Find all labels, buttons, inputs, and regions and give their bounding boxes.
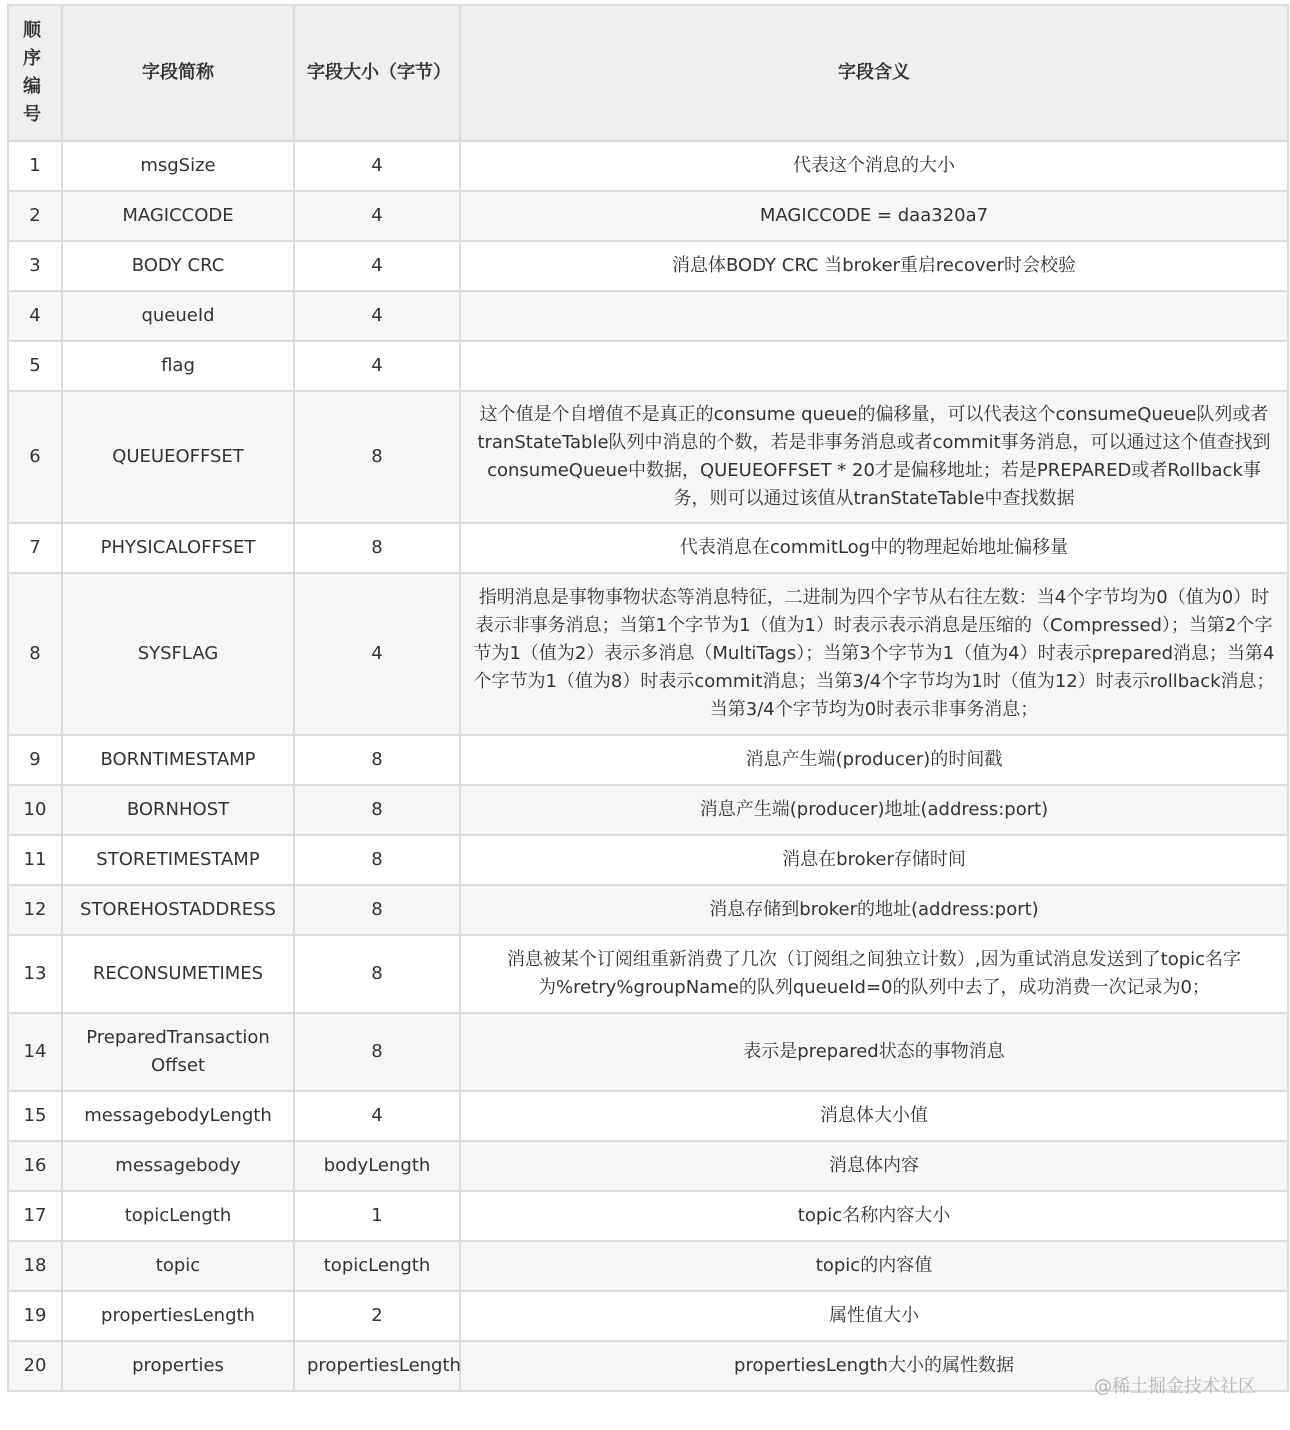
cell-field-meaning: 消息体内容 — [460, 1141, 1288, 1191]
table-row — [8, 523, 1288, 573]
cell-field-name: msgSize — [62, 141, 294, 191]
cell-field-meaning: 属性值大小 — [460, 1291, 1288, 1341]
cell-field-name: flag — [62, 341, 294, 391]
cell-sequence-number: 12 — [8, 885, 62, 935]
cell-sequence-number: 19 — [8, 1291, 62, 1341]
table-row — [8, 191, 1288, 241]
cell-field-size: 8 — [294, 935, 460, 1013]
table-row — [8, 341, 1288, 391]
cell-field-name: properties — [62, 1341, 294, 1391]
cell-sequence-number: 15 — [8, 1091, 62, 1141]
cell-field-meaning: 表示是prepared状态的事物消息 — [460, 1013, 1288, 1091]
cell-field-meaning: topic名称内容大小 — [460, 1191, 1288, 1241]
table-row — [8, 835, 1288, 885]
cell-field-name: PreparedTransaction Offset — [62, 1013, 294, 1091]
cell-field-meaning: 代表这个消息的大小 — [460, 141, 1288, 191]
cell-field-name: QUEUEOFFSET — [62, 391, 294, 523]
header-field-size: 字段大小（字节） — [294, 5, 460, 141]
cell-field-size: 8 — [294, 735, 460, 785]
cell-field-name: propertiesLength — [62, 1291, 294, 1341]
cell-field-size: 4 — [294, 573, 460, 735]
header-field-meaning: 字段含义 — [460, 5, 1288, 141]
cell-field-meaning: propertiesLength大小的属性数据 — [460, 1341, 1288, 1391]
cell-field-size: 8 — [294, 885, 460, 935]
cell-sequence-number: 7 — [8, 523, 62, 573]
table-row — [8, 785, 1288, 835]
cell-field-size: 4 — [294, 241, 460, 291]
table-row — [8, 1241, 1288, 1291]
table-row — [8, 935, 1288, 1013]
cell-field-size: 8 — [294, 523, 460, 573]
table-row — [8, 885, 1288, 935]
cell-sequence-number: 6 — [8, 391, 62, 523]
table-row — [8, 1141, 1288, 1191]
cell-field-name: BORNTIMESTAMP — [62, 735, 294, 785]
cell-sequence-number: 11 — [8, 835, 62, 885]
cell-sequence-number: 17 — [8, 1191, 62, 1241]
cell-sequence-number: 14 — [8, 1013, 62, 1091]
table-header-row — [8, 5, 1288, 141]
cell-field-size: 8 — [294, 785, 460, 835]
cell-field-name: BORNHOST — [62, 785, 294, 835]
cell-field-size: 8 — [294, 1013, 460, 1091]
cell-field-name: STOREHOSTADDRESS — [62, 885, 294, 935]
table-row — [8, 141, 1288, 191]
cell-field-size: topicLength — [294, 1241, 460, 1291]
header-no-char: 序 — [23, 48, 41, 69]
cell-field-meaning: topic的内容值 — [460, 1241, 1288, 1291]
table-row — [8, 241, 1288, 291]
header-field-name: 字段简称 — [62, 5, 294, 141]
cell-sequence-number: 4 — [8, 291, 62, 341]
cell-field-meaning: 消息产生端(producer)的时间戳 — [460, 735, 1288, 785]
cell-field-meaning: 这个值是个自增值不是真正的consume queue的偏移量，可以代表这个consumeQueue队列或者tranStateTable队列中消息的个数，若是非事务消息或者commit事务消息，可以通过这个值查找到consumeQueue中数据，QUEUEOFFSET * 20才是偏移地址；若是PREPARED或者Rollback事务，则可以通过该值从tranStateTable中查找数据 — [460, 391, 1288, 523]
cell-field-meaning: 消息被某个订阅组重新消费了几次（订阅组之间独立计数）,因为重试消息发送到了topic名字为%retry%groupName的队列queueId=0的队列中去了，成功消费一次记录为0； — [460, 935, 1288, 1013]
field-table-container — [7, 4, 1287, 1392]
cell-sequence-number: 3 — [8, 241, 62, 291]
cell-field-size: bodyLength — [294, 1141, 460, 1191]
cell-field-meaning: 指明消息是事物事物状态等消息特征，二进制为四个字节从右往左数：当4个字节均为0（值为0）时表示非事务消息；当第1个字节为1（值为1）时表示表示消息是压缩的（Compressed）；当第2个字节为1（值为2）表示多消息（MultiTags）；当第3个字节为1（值为4）时表示prepared消息；当第4个字节为1（值为8）时表示commit消息；当第3/4个字节均为1时（值为12）时表示rollback消息；当第3/4个字节均为0时表示非事务消息； — [460, 573, 1288, 735]
cell-field-name: STORETIMESTAMP — [62, 835, 294, 885]
cell-field-meaning: 消息体大小值 — [460, 1091, 1288, 1141]
cell-sequence-number: 10 — [8, 785, 62, 835]
cell-field-meaning: 消息存储到broker的地址(address:port) — [460, 885, 1288, 935]
cell-sequence-number: 13 — [8, 935, 62, 1013]
cell-field-name: RECONSUMETIMES — [62, 935, 294, 1013]
cell-field-size: 1 — [294, 1191, 460, 1241]
cell-field-size: 4 — [294, 191, 460, 241]
cell-field-size: 8 — [294, 391, 460, 523]
cell-field-name: topic — [62, 1241, 294, 1291]
cell-field-size: 4 — [294, 141, 460, 191]
cell-field-meaning — [460, 341, 1288, 391]
cell-sequence-number: 1 — [8, 141, 62, 191]
cell-field-meaning: 消息体BODY CRC 当broker重启recover时会校验 — [460, 241, 1288, 291]
cell-sequence-number: 18 — [8, 1241, 62, 1291]
cell-sequence-number: 20 — [8, 1341, 62, 1391]
cell-field-size: 4 — [294, 341, 460, 391]
cell-sequence-number: 8 — [8, 573, 62, 735]
cell-field-meaning: MAGICCODE = daa320a7 — [460, 191, 1288, 241]
table-row — [8, 573, 1288, 735]
cell-field-meaning: 代表消息在commitLog中的物理起始地址偏移量 — [460, 523, 1288, 573]
watermark-text: @稀土掘金技术社区 — [1094, 1376, 1256, 1397]
header-no-char: 编 — [23, 76, 41, 97]
header-sequence-number — [8, 5, 62, 141]
commitlog-field-table — [7, 4, 1289, 1392]
cell-field-name: BODY CRC — [62, 241, 294, 291]
cell-field-size: 8 — [294, 835, 460, 885]
cell-field-name: SYSFLAG — [62, 573, 294, 735]
cell-sequence-number: 9 — [8, 735, 62, 785]
table-row — [8, 1291, 1288, 1341]
cell-field-size: 2 — [294, 1291, 460, 1341]
cell-field-size: propertiesLength — [294, 1341, 460, 1391]
table-row — [8, 1013, 1288, 1091]
cell-field-meaning: 消息在broker存储时间 — [460, 835, 1288, 885]
cell-field-size: 4 — [294, 291, 460, 341]
cell-field-name: PHYSICALOFFSET — [62, 523, 294, 573]
cell-sequence-number: 16 — [8, 1141, 62, 1191]
cell-field-size: 4 — [294, 1091, 460, 1141]
cell-field-name: queueId — [62, 291, 294, 341]
cell-field-meaning — [460, 291, 1288, 341]
cell-field-meaning: 消息产生端(producer)地址(address:port) — [460, 785, 1288, 835]
cell-field-name: MAGICCODE — [62, 191, 294, 241]
header-no-char: 号 — [23, 104, 41, 125]
table-row — [8, 1091, 1288, 1141]
cell-field-name: messagebodyLength — [62, 1091, 294, 1141]
header-no-char: 顺 — [23, 20, 41, 41]
table-row — [8, 735, 1288, 785]
table-row — [8, 291, 1288, 341]
table-row — [8, 1191, 1288, 1241]
cell-field-name: topicLength — [62, 1191, 294, 1241]
table-row — [8, 391, 1288, 523]
cell-sequence-number: 5 — [8, 341, 62, 391]
cell-sequence-number: 2 — [8, 191, 62, 241]
cell-field-name: messagebody — [62, 1141, 294, 1191]
